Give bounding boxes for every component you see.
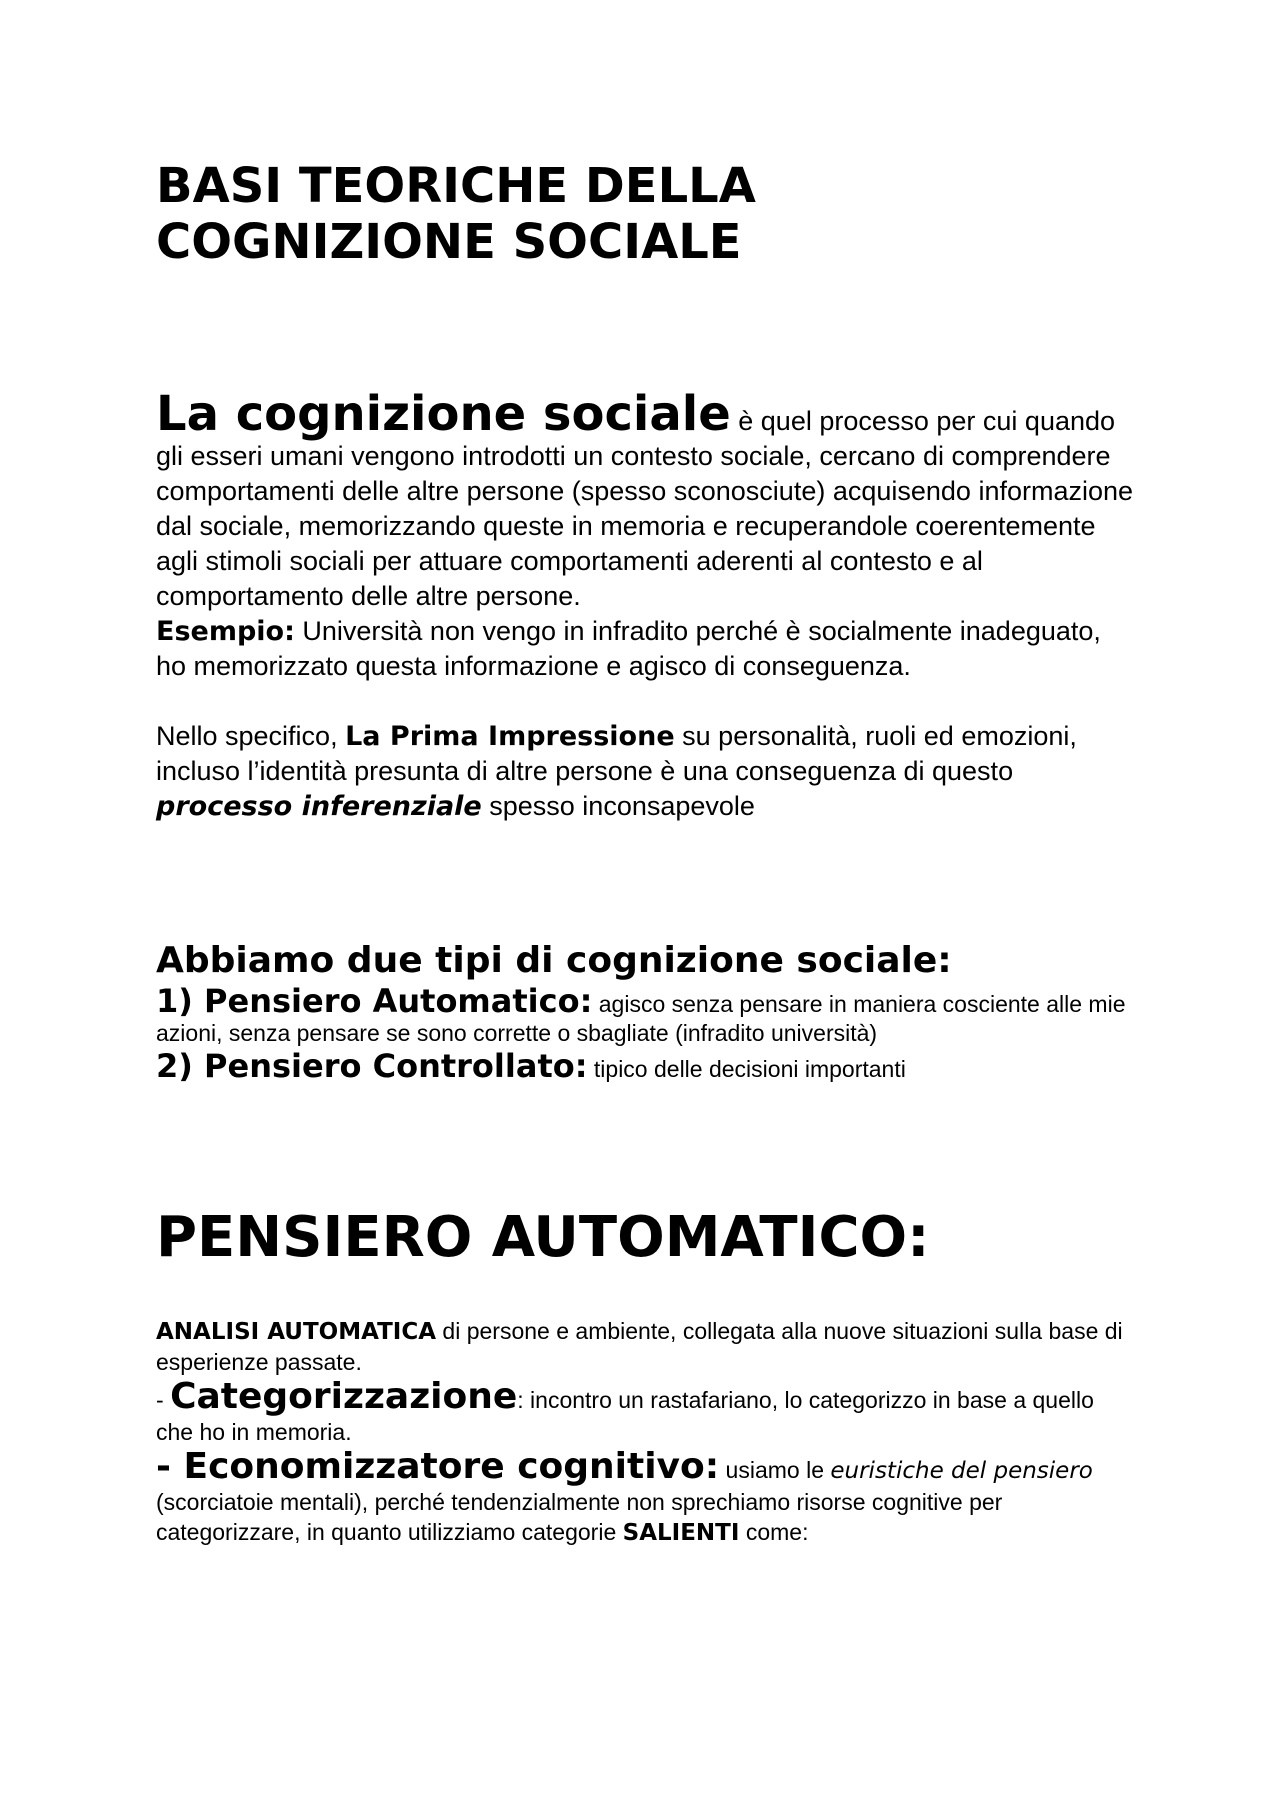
title-line-1: BASI TEORICHE DELLA bbox=[156, 158, 756, 214]
economizer-mid: (scorciatoie mentali), perché tendenzialmente non sprechiamo risorse cognitive per categorizzare, in quanto utilizziamo categorie bbox=[156, 1489, 1003, 1546]
example-paragraph bbox=[156, 614, 1136, 684]
intro-paragraph bbox=[156, 386, 1136, 614]
impression-pre: Nello specifico, bbox=[156, 721, 346, 751]
impression-bold: La Prima Impressione bbox=[345, 721, 675, 752]
economizer-italic: euristiche del pensiero bbox=[830, 1458, 1093, 1485]
types-heading: Abbiamo due tipi di cognizione sociale: bbox=[156, 940, 952, 981]
example-label: Esempio: bbox=[156, 616, 295, 647]
economizer-pre: usiamo le bbox=[719, 1457, 831, 1484]
impression-italic-bold: processo inferenziale bbox=[156, 791, 482, 822]
document-page bbox=[156, 158, 1136, 1548]
example-text: Università non vengo in infradito perché è socialmente inadeguato, ho memorizzato questa informazione e agisco di conseguenza. bbox=[156, 616, 1101, 681]
economizer-paragraph bbox=[156, 1447, 1136, 1548]
intro-lead: La cognizione sociale bbox=[156, 386, 731, 442]
types-section bbox=[156, 939, 1136, 1084]
impression-paragraph bbox=[156, 719, 1136, 824]
automatic-heading: PENSIERO AUTOMATICO: bbox=[156, 1205, 930, 1270]
types-item-text: tipico delle decisioni importanti bbox=[587, 1056, 906, 1082]
analysis-paragraph bbox=[156, 1316, 1136, 1377]
categorization-paragraph bbox=[156, 1377, 1136, 1447]
categorization-text: : incontro un rastafariano, lo categorizzo in base a quello che ho in memoria. bbox=[156, 1387, 1094, 1446]
impression-post: spesso inconsapevole bbox=[481, 791, 755, 821]
economizer-post: come: bbox=[739, 1519, 809, 1546]
title-line-2: COGNIZIONE SOCIALE bbox=[156, 214, 742, 270]
impression-mid: su personalità, ruoli ed emozioni, incluso l’identità presunta di altre persone è una conseguenza di questo bbox=[156, 721, 1077, 786]
economizer-bold: SALIENTI bbox=[622, 1520, 740, 1547]
categorization-dash: - bbox=[156, 1387, 171, 1414]
analysis-label: ANALISI AUTOMATICA bbox=[156, 1319, 437, 1346]
categorization-label: Categorizzazione bbox=[170, 1376, 518, 1418]
types-item-controlled bbox=[156, 1048, 1136, 1084]
types-item-text: agisco senza pensare in maniera cosciente alle mie azioni, senza pensare se sono corrette o sbagliate (infradito università) bbox=[156, 991, 1126, 1046]
document-title bbox=[156, 158, 1136, 270]
types-item-automatic bbox=[156, 983, 1136, 1048]
analysis-text: di persone e ambiente, collegata alla nuove situazioni sulla base di esperienze passate. bbox=[156, 1318, 1123, 1376]
types-item-label: 1) Pensiero Automatico: bbox=[156, 982, 593, 1020]
economizer-label: - Economizzatore cognitivo: bbox=[156, 1446, 720, 1488]
intro-text: è quel processo per cui quando gli esseri umani vengono introdotti un contesto sociale, cercano di comprendere comportamenti delle altre persone (spesso sconosciute) acquisendo informazione dal sociale, memorizzando queste in memoria e recuperandole coerentemente agli stimoli sociali per attuare comportamenti aderenti al contesto e al comportamento delle altre persone. bbox=[156, 406, 1134, 611]
types-item-label: 2) Pensiero Controllato: bbox=[156, 1047, 588, 1085]
